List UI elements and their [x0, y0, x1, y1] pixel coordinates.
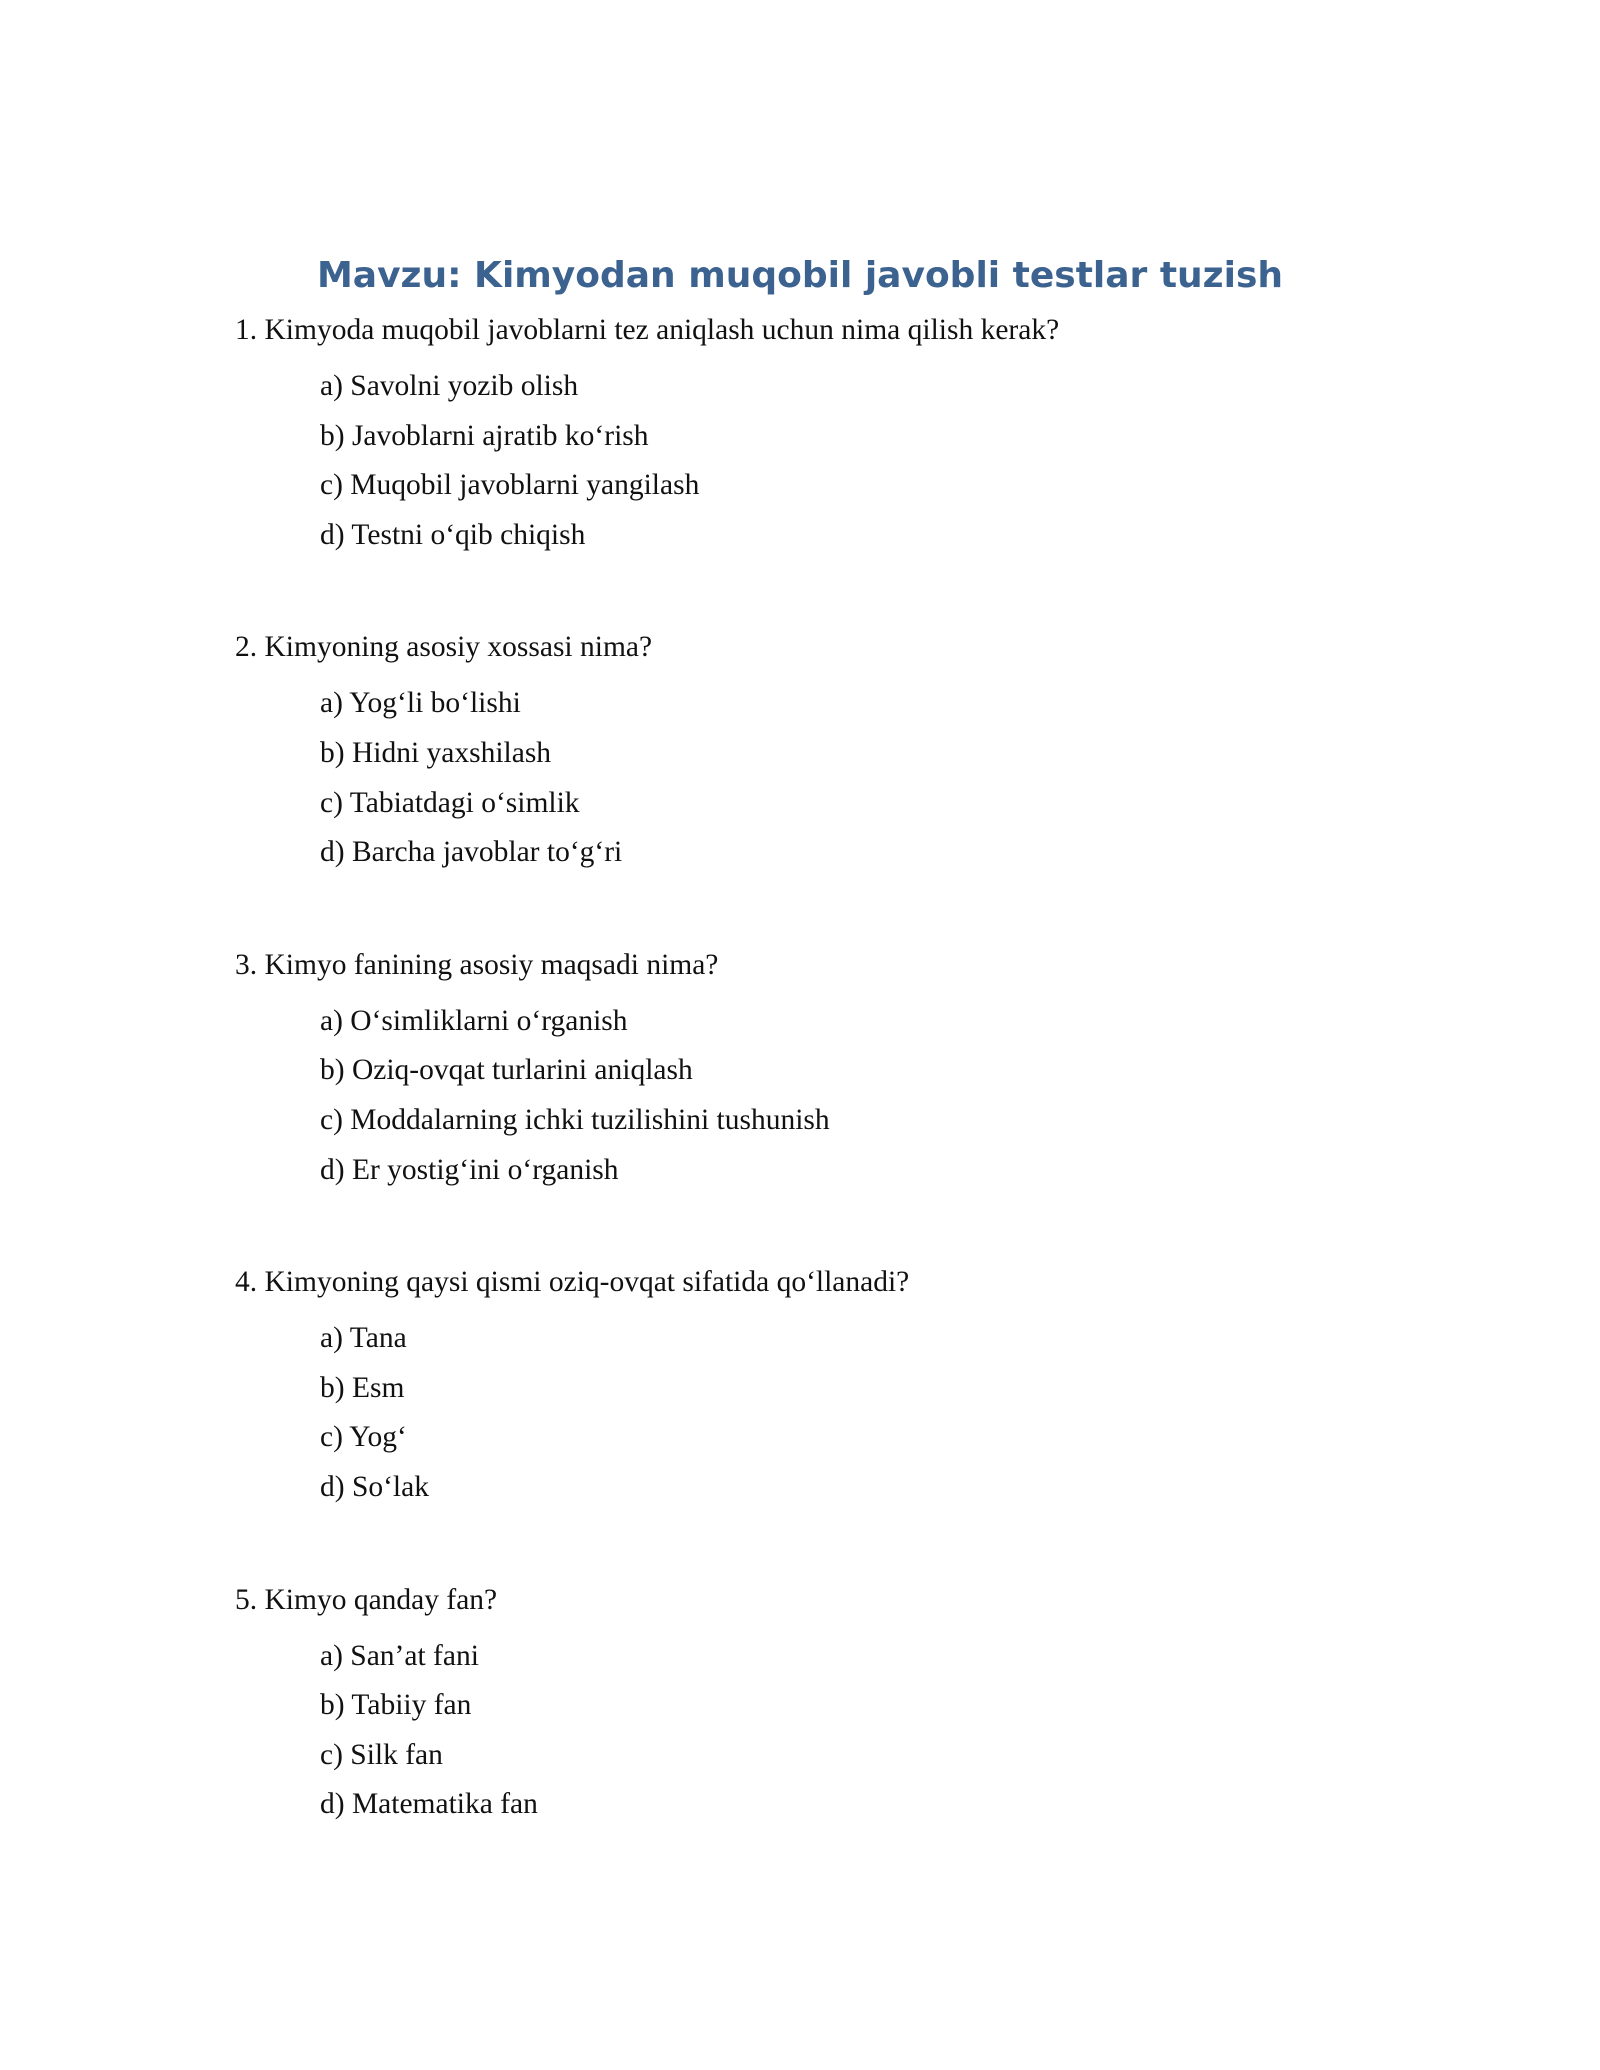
- question-3: [235, 940, 1435, 1195]
- option-d: d) Er yostig‘ini o‘rganish: [320, 1153, 619, 1186]
- option-d: d) Barcha javoblar to‘g‘ri: [320, 836, 623, 869]
- option-b: b) Esm: [320, 1371, 405, 1404]
- document-title: Mavzu: Kimyodan muqobil javobli testlar tuzish: [316, 255, 1284, 296]
- option-b: b) Hidni yaxshilash: [320, 736, 552, 769]
- option-a: a) Savolni yozib olish: [320, 370, 579, 402]
- option-b: b) Oziq-ovqat turlarini aniqlash: [320, 1054, 693, 1087]
- option-b: b) Javoblarni ajratib ko‘rish: [320, 419, 649, 452]
- question-text: 5. Kimyo qanday fan?: [235, 1583, 498, 1616]
- question-text: 3. Kimyo fanining asosiy maqsadi nima?: [235, 948, 719, 981]
- question-5: [235, 1575, 1435, 1830]
- option-c: c) Yog‘: [320, 1421, 407, 1454]
- option-c: c) Tabiatdagi o‘simlik: [320, 786, 580, 819]
- question-4: [235, 1257, 1435, 1512]
- option-d: d) Testni o‘qib chiqish: [320, 518, 586, 551]
- option-c: c) Moddalarning ichki tuzilishini tushunish: [320, 1103, 830, 1136]
- option-a: a) Yog‘li bo‘lishi: [320, 687, 521, 720]
- option-b: b) Tabiiy fan: [320, 1689, 472, 1722]
- option-list: [235, 679, 1435, 877]
- question-1: [235, 305, 1435, 560]
- question-text: 4. Kimyoning qaysi qismi oziq-ovqat sifatida qo‘llanadi?: [235, 1266, 910, 1299]
- option-list: [235, 997, 1435, 1195]
- option-a: a) O‘simliklarni o‘rganish: [320, 1004, 628, 1037]
- option-d: d) So‘lak: [320, 1470, 429, 1503]
- question-2: [235, 622, 1435, 877]
- option-list: [235, 1314, 1435, 1512]
- option-list: [235, 1632, 1435, 1830]
- question-list: [235, 305, 1435, 1892]
- option-c: c) Silk fan: [320, 1738, 443, 1771]
- option-a: a) San’at fani: [320, 1639, 479, 1672]
- option-list: [235, 362, 1435, 560]
- option-d: d) Matematika fan: [320, 1788, 538, 1821]
- option-c: c) Muqobil javoblarni yangilash: [320, 469, 700, 502]
- option-a: a) Tana: [320, 1322, 407, 1355]
- question-text: 1. Kimyoda muqobil javoblarni tez aniqlash uchun nima qilish kerak?: [235, 314, 1060, 346]
- question-text: 2. Kimyoning asosiy xossasi nima?: [235, 631, 653, 664]
